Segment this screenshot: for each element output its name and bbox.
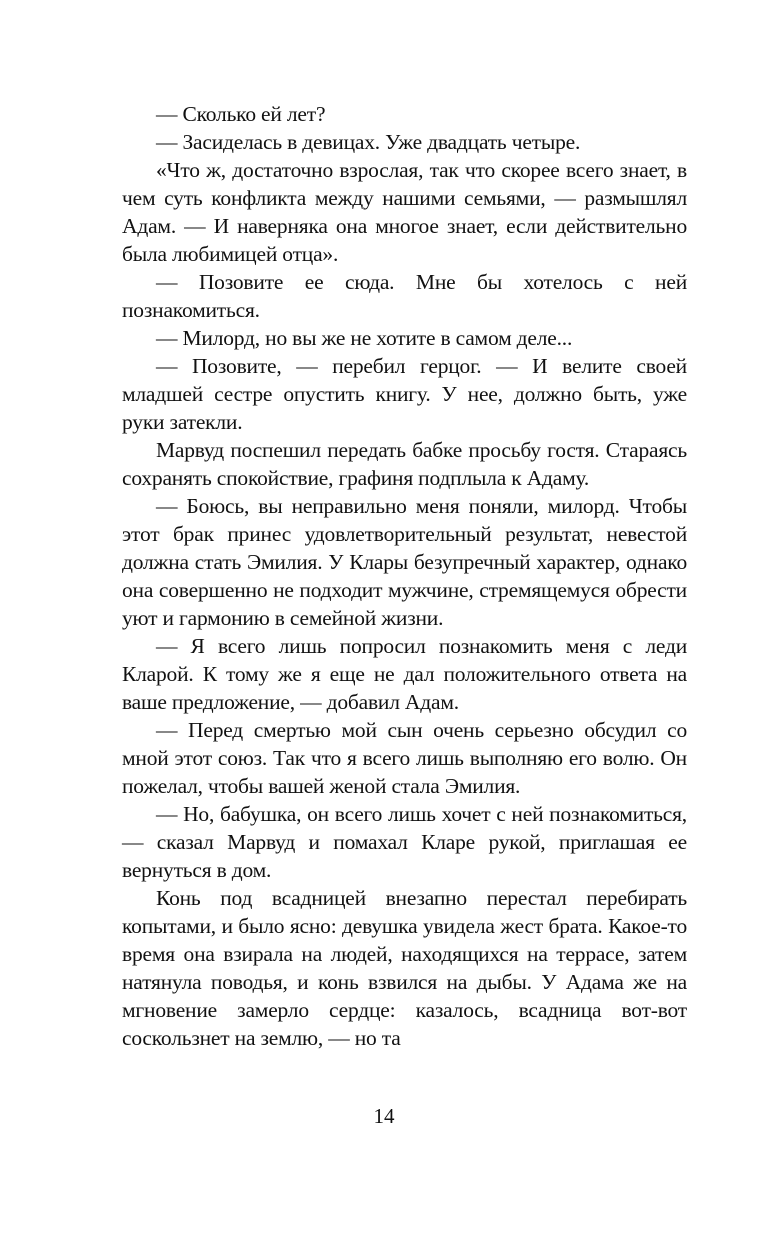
paragraph-5: — Милорд, но вы же не хотите в самом деле... [156,326,573,350]
paragraph-12: Конь под всадницей внезапно перестал перебирать копытами, и было ясно: девушка увидела жест брата. Какое-то время она взирала на людей, находящихся на террасе, затем натянула поводья, и конь взвился на дыбы. У Адама же на мгновение замерло сердце: казалось, всадница вот-вот соскользнет на землю, — но та [122,886,687,1050]
paragraph-8: — Боюсь, вы неправильно меня поняли, милорд. Чтобы этот брак принес удовлетворительный результат, невестой должна стать Эмилия. У Клары безупречный характер, однако она совершенно не подходит мужчине, стремящемуся обрести уют и гармонию в семейной жизни. [122,494,687,630]
paragraph-7: Марвуд поспешил передать бабке просьбу гостя. Стараясь сохранять спокойствие, графиня подплыла к Адаму. [122,438,687,490]
paragraph-6: — Позовите, — перебил герцог. — И велите своей младшей сестре опустить книгу. У нее, должно быть, уже руки затекли. [122,354,687,434]
paragraph-3: «Что ж, достаточно взрослая, так что скорее всего знает, в чем суть конфликта между нашими семьями, — размышлял Адам. — И наверняка она многое знает, если действительно была любимицей отца». [122,158,687,266]
paragraph-2: — Засиделась в девицах. Уже двадцать четыре. [156,130,581,154]
paragraph-9: — Я всего лишь попросил познакомить меня с леди Кларой. К тому же я еще не дал положительного ответа на ваше предложение, — добавил Адам. [122,634,687,714]
paragraph-1: — Сколько ей лет? [156,102,326,126]
page-body [122,100,687,1052]
page-number: 14 [373,1104,395,1128]
paragraph-11: — Но, бабушка, он всего лишь хочет с ней познакомиться, — сказал Марвуд и помахал Кларе рукой, приглашая ее вернуться в дом. [122,802,687,882]
paragraph-10: — Перед смертью мой сын очень серьезно обсудил со мной этот союз. Так что я всего лишь выполняю его волю. Он пожелал, чтобы вашей женой стала Эмилия. [122,718,687,798]
paragraph-4: — Позовите ее сюда. Мне бы хотелось с ней познакомиться. [122,270,687,322]
